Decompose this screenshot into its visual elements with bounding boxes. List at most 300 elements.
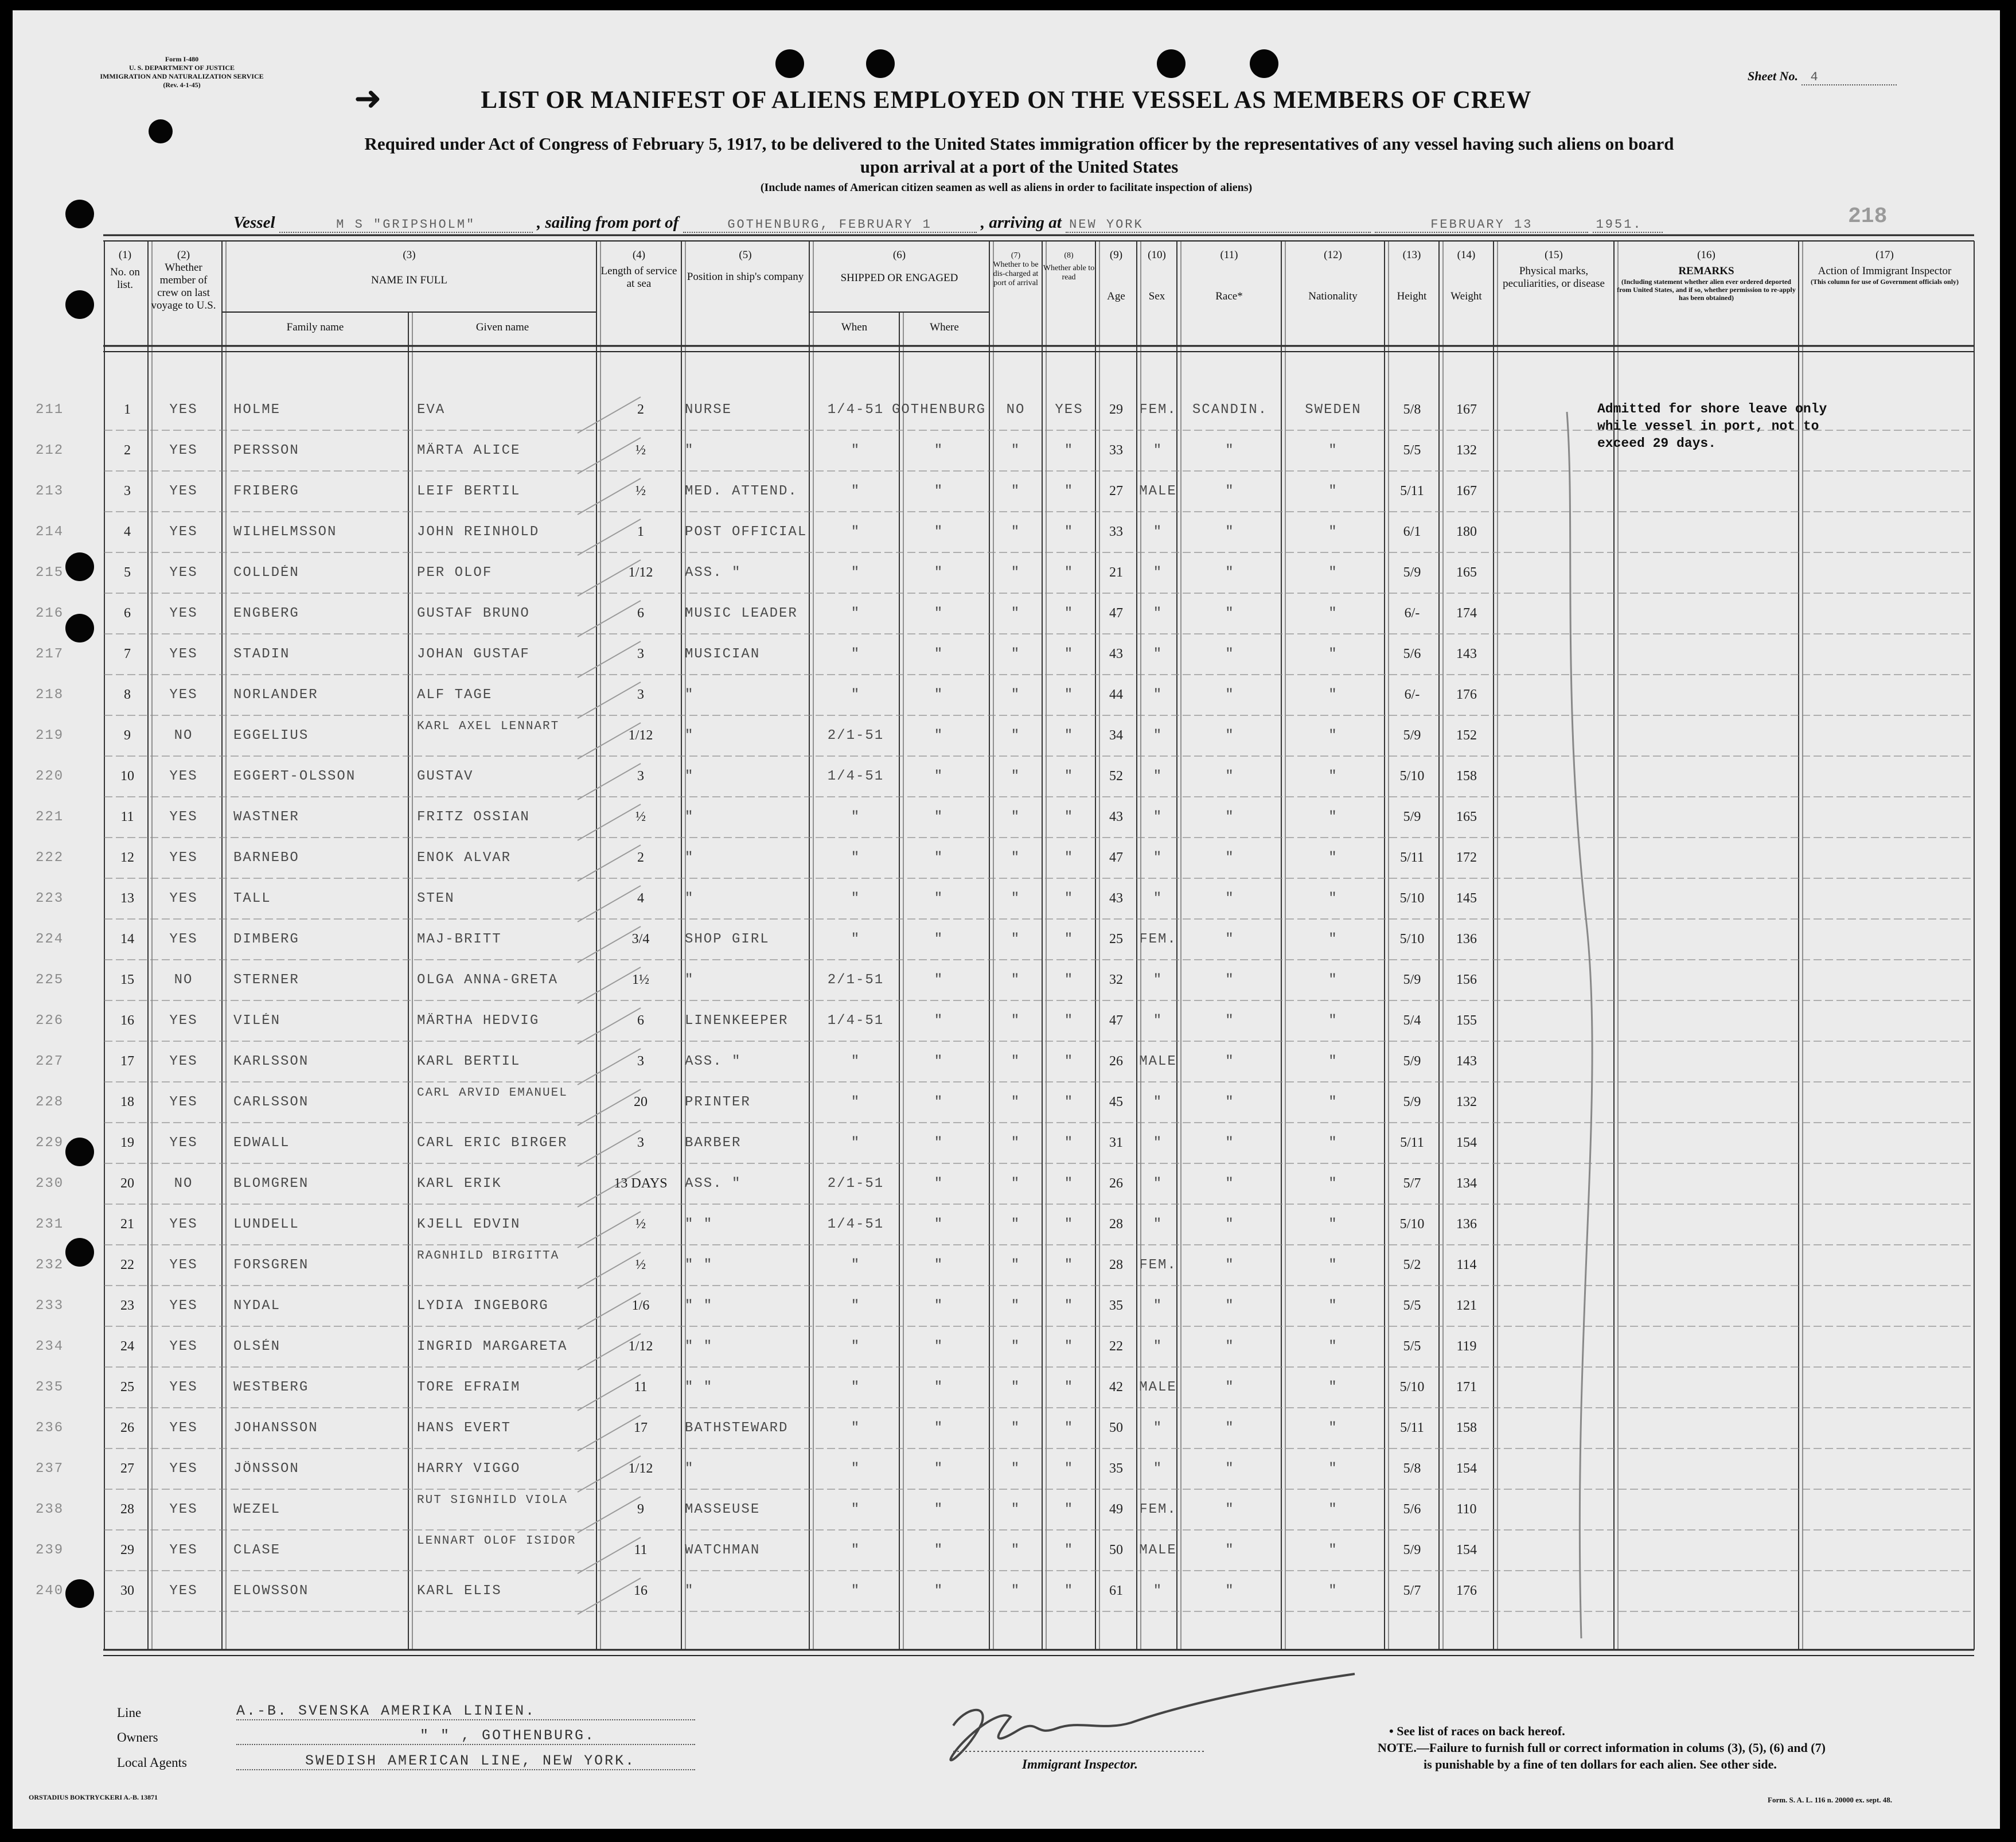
height: 5/9 <box>1403 1095 1421 1109</box>
inspector-label: Immigrant Inspector. <box>1022 1757 1138 1771</box>
service-length: ½ <box>635 443 646 458</box>
discharged: " <box>1011 1583 1021 1599</box>
position: ASS. " <box>685 1176 742 1191</box>
sex: FEM. <box>1139 932 1177 947</box>
race: " <box>1225 1502 1235 1517</box>
crew-last-voyage: YES <box>169 565 198 581</box>
row-number: 22 <box>120 1257 134 1272</box>
row-number: 9 <box>124 728 131 743</box>
family-name: WEZEL <box>233 1502 281 1517</box>
shipped-where: " <box>934 1217 944 1232</box>
given-name: HANS EVERT <box>417 1420 512 1436</box>
family-name: VILÉN <box>233 1013 281 1029</box>
height: 6/- <box>1404 687 1420 702</box>
list-index: 217 <box>36 647 64 662</box>
given-name: CARL ARVID EMANUEL <box>417 1086 568 1100</box>
sex: " <box>1153 1135 1163 1151</box>
age: 47 <box>1109 1013 1123 1028</box>
race: " <box>1225 1257 1235 1273</box>
weight: 171 <box>1456 1380 1477 1395</box>
race: " <box>1225 932 1235 947</box>
race: " <box>1225 1461 1235 1477</box>
shipped-when: " <box>851 1583 861 1599</box>
race: " <box>1225 1543 1235 1558</box>
row-number: 6 <box>124 606 131 621</box>
position: MUSIC LEADER <box>685 606 798 621</box>
sex: " <box>1153 891 1163 906</box>
sex: MALE <box>1139 1543 1177 1558</box>
race: " <box>1225 687 1235 703</box>
shipped-when: 1/4-51 <box>827 1217 884 1232</box>
shipped-where: " <box>934 1339 944 1354</box>
crew-last-voyage: YES <box>169 769 198 784</box>
shipped-where: " <box>934 1095 944 1110</box>
crew-last-voyage: YES <box>169 932 198 947</box>
nationality: " <box>1328 1013 1338 1029</box>
given-name: MÄRTHA HEDVIG <box>417 1013 540 1029</box>
list-index: 220 <box>36 769 64 784</box>
crew-last-voyage: YES <box>169 687 198 703</box>
height: 5/4 <box>1403 1013 1421 1028</box>
height: 5/9 <box>1403 1054 1421 1069</box>
race: " <box>1225 565 1235 581</box>
race: " <box>1225 728 1235 743</box>
sex: " <box>1153 1176 1163 1191</box>
discharged: " <box>1011 1013 1021 1029</box>
age: 33 <box>1109 443 1123 458</box>
weight: 143 <box>1456 1054 1477 1069</box>
given-name: EVA <box>417 402 446 418</box>
position: WATCHMAN <box>685 1543 761 1558</box>
family-name: DIMBERG <box>233 932 299 947</box>
weight: 154 <box>1456 1135 1477 1150</box>
sex: " <box>1153 1013 1163 1029</box>
family-name: JÖNSSON <box>233 1461 299 1477</box>
weight: 167 <box>1456 484 1477 499</box>
crew-last-voyage: YES <box>169 850 198 866</box>
crew-last-voyage: YES <box>169 1135 198 1151</box>
shipped-when: 2/1-51 <box>827 1176 884 1191</box>
list-index: 225 <box>36 972 64 988</box>
shipped-where: " <box>934 891 944 906</box>
list-index: 240 <box>36 1583 64 1599</box>
position: " " <box>685 1298 713 1314</box>
age: 47 <box>1109 850 1123 865</box>
age: 43 <box>1109 647 1123 661</box>
service-length: 2 <box>637 402 644 417</box>
discharged: " <box>1011 647 1021 662</box>
sex: " <box>1153 728 1163 743</box>
able-to-read: " <box>1064 1380 1074 1395</box>
race: " <box>1225 850 1235 866</box>
crew-last-voyage: YES <box>169 1095 198 1110</box>
crew-last-voyage: YES <box>169 1339 198 1354</box>
shipped-where: " <box>934 809 944 825</box>
row-number: 3 <box>124 484 131 499</box>
shipped-where: " <box>934 1054 944 1069</box>
weight: 158 <box>1456 1420 1477 1435</box>
given-name: GUSTAF BRUNO <box>417 606 530 621</box>
age: 35 <box>1109 1298 1123 1313</box>
age: 21 <box>1109 565 1123 580</box>
shipped-when: " <box>851 850 861 866</box>
discharged: " <box>1011 850 1021 866</box>
crew-last-voyage: NO <box>174 972 193 988</box>
discharged: " <box>1011 1176 1021 1191</box>
height: 5/7 <box>1403 1176 1421 1191</box>
weight: 132 <box>1456 1095 1477 1109</box>
service-length: 1 <box>637 524 644 539</box>
crew-last-voyage: YES <box>169 1502 198 1517</box>
agents-value: SWEDISH AMERICAN LINE, NEW YORK. <box>236 1753 695 1770</box>
able-to-read: " <box>1064 443 1074 458</box>
list-index: 211 <box>36 402 64 418</box>
height: 5/9 <box>1403 809 1421 824</box>
family-name: CARLSSON <box>233 1095 309 1110</box>
discharged: " <box>1011 728 1021 743</box>
family-name: PERSSON <box>233 443 299 458</box>
vessel-line: Vessel M S "GRIPSHOLM" , sailing from port of GOTHENBURG, FEBRUARY 1 , arriving at NEW YORK FEBRUARY 13 1951. <box>233 213 1663 233</box>
shipped-where: " <box>934 728 944 743</box>
crew-last-voyage: YES <box>169 606 198 621</box>
service-length: ½ <box>635 1257 646 1272</box>
service-length: 3/4 <box>631 932 650 947</box>
family-name: FORSGREN <box>233 1257 309 1273</box>
able-to-read: " <box>1064 1257 1074 1273</box>
service-length: 1/12 <box>628 565 653 580</box>
given-name: STEN <box>417 891 455 906</box>
discharged: " <box>1011 1420 1021 1436</box>
age: 50 <box>1109 1543 1123 1557</box>
shipped-where: " <box>934 606 944 621</box>
age: 32 <box>1109 972 1123 987</box>
able-to-read: " <box>1064 1176 1074 1191</box>
nationality: " <box>1328 1257 1338 1273</box>
list-index: 238 <box>36 1502 64 1517</box>
able-to-read: " <box>1064 1095 1074 1110</box>
weight: 155 <box>1456 1013 1477 1028</box>
service-length: 17 <box>634 1420 648 1435</box>
race: " <box>1225 1339 1235 1354</box>
service-length: 1/12 <box>628 728 653 743</box>
discharged: " <box>1011 932 1021 947</box>
service-length: 9 <box>637 1502 644 1517</box>
crew-last-voyage: YES <box>169 443 198 458</box>
given-name: INGRID MARGARETA <box>417 1339 568 1354</box>
shipped-when: " <box>851 647 861 662</box>
race: " <box>1225 972 1235 988</box>
row-number: 28 <box>120 1502 134 1517</box>
able-to-read: " <box>1064 1135 1074 1151</box>
service-length: 2 <box>637 850 644 865</box>
crew-last-voyage: YES <box>169 484 198 499</box>
family-name: LUNDELL <box>233 1217 299 1232</box>
shipped-where: " <box>934 443 944 458</box>
shipped-when: " <box>851 891 861 906</box>
given-name: FRITZ OSSIAN <box>417 809 530 825</box>
given-name: JOHAN GUSTAF <box>417 647 530 662</box>
weight: 165 <box>1456 809 1477 824</box>
sex: " <box>1153 1298 1163 1314</box>
sex: FEM. <box>1139 1257 1177 1273</box>
position: " <box>685 850 695 866</box>
height: 5/10 <box>1399 1380 1425 1395</box>
sex: " <box>1153 972 1163 988</box>
shipped-where: GOTHENBURG <box>891 402 986 418</box>
able-to-read: " <box>1064 1054 1074 1069</box>
shipped-where: " <box>934 1380 944 1395</box>
position: " <box>685 891 695 906</box>
row-number: 26 <box>120 1420 134 1435</box>
list-index: 223 <box>36 891 64 906</box>
row-number: 30 <box>120 1583 134 1598</box>
height: 5/5 <box>1403 1339 1421 1354</box>
service-length: 1/12 <box>628 1461 653 1476</box>
given-name: TORE EFRAIM <box>417 1380 521 1395</box>
age: 28 <box>1109 1217 1123 1232</box>
sex: " <box>1153 565 1163 581</box>
able-to-read: YES <box>1055 402 1083 418</box>
sex: MALE <box>1139 1380 1177 1395</box>
list-index: 233 <box>36 1298 64 1314</box>
sex: " <box>1153 1095 1163 1110</box>
able-to-read: " <box>1064 809 1074 825</box>
crew-last-voyage: YES <box>169 1583 198 1599</box>
discharged: " <box>1011 1543 1021 1558</box>
nationality: " <box>1328 1420 1338 1436</box>
weight: 156 <box>1456 972 1477 987</box>
shipped-when: " <box>851 1339 861 1354</box>
family-name: WASTNER <box>233 809 299 825</box>
position: " " <box>685 1380 713 1395</box>
discharged: " <box>1011 1298 1021 1314</box>
height: 5/10 <box>1399 769 1425 784</box>
list-index: 230 <box>36 1176 64 1191</box>
footer-note: • See list of races on back hereof. NOTE.—Failure to furnish full or correct information in colums (3), (5), (6) and (7) is punishable by a fine of ten dollars for each alien. See other side. <box>1378 1724 1826 1771</box>
position: LINENKEEPER <box>685 1013 789 1029</box>
row-number: 18 <box>120 1095 134 1109</box>
shipped-where: " <box>934 972 944 988</box>
remarks-stamp: Admitted for shore leave only while vessel in port, not to exceed 29 days. <box>1597 402 1827 451</box>
list-index: 213 <box>36 484 64 499</box>
weight: 154 <box>1456 1461 1477 1476</box>
height: 5/10 <box>1399 891 1425 906</box>
discharged: " <box>1011 972 1021 988</box>
height: 5/6 <box>1403 647 1421 661</box>
weight: 154 <box>1456 1543 1477 1557</box>
family-name: TALL <box>233 891 271 906</box>
weight: 110 <box>1456 1502 1477 1517</box>
age: 26 <box>1109 1176 1123 1191</box>
height: 5/8 <box>1403 402 1421 417</box>
age: 43 <box>1109 809 1123 824</box>
shipped-when: 2/1-51 <box>827 728 884 743</box>
shipped-where: " <box>934 769 944 784</box>
family-name: ENGBERG <box>233 606 299 621</box>
able-to-read: " <box>1064 850 1074 866</box>
height: 5/9 <box>1403 972 1421 987</box>
service-length: 1½ <box>632 972 649 987</box>
row-number: 19 <box>120 1135 134 1150</box>
position: " <box>685 972 695 988</box>
shipped-when: " <box>851 606 861 621</box>
shipped-when: " <box>851 1257 861 1273</box>
service-length: 16 <box>634 1583 648 1598</box>
shipped-when: 1/4-51 <box>827 769 884 784</box>
row-number: 21 <box>120 1217 134 1232</box>
vessel-name: M S "GRIPSHOLM" <box>279 217 533 233</box>
weight: 152 <box>1456 728 1477 743</box>
service-length: ½ <box>635 484 646 499</box>
given-name: MÄRTA ALICE <box>417 443 521 458</box>
shipped-where: " <box>934 1298 944 1314</box>
age: 34 <box>1109 728 1123 743</box>
position: BATHSTEWARD <box>685 1420 789 1436</box>
row-number: 16 <box>120 1013 134 1028</box>
row-number: 29 <box>120 1543 134 1557</box>
crew-last-voyage: YES <box>169 1461 198 1477</box>
position: " <box>685 1583 695 1599</box>
shipped-when: " <box>851 809 861 825</box>
shipped-when: " <box>851 1135 861 1151</box>
given-name: PER OLOF <box>417 565 493 581</box>
row-number: 23 <box>120 1298 134 1313</box>
nationality: " <box>1328 1543 1338 1558</box>
nationality: " <box>1328 1583 1338 1599</box>
row-number: 25 <box>120 1380 134 1395</box>
shipped-when: " <box>851 1502 861 1517</box>
list-index: 214 <box>36 524 64 540</box>
race: SCANDIN. <box>1192 402 1268 418</box>
shipped-where: " <box>934 1176 944 1191</box>
weight: 121 <box>1456 1298 1477 1313</box>
page-title: LIST OR MANIFEST OF ALIENS EMPLOYED ON THE VESSEL AS MEMBERS OF CREW <box>481 87 1532 114</box>
age: 52 <box>1109 769 1123 784</box>
list-index: 222 <box>36 850 64 866</box>
shipped-where: " <box>934 565 944 581</box>
weight: 180 <box>1456 524 1477 539</box>
year: 1951. <box>1593 217 1663 233</box>
sex: " <box>1153 1420 1163 1436</box>
sex: " <box>1153 809 1163 825</box>
height: 5/11 <box>1400 484 1424 499</box>
able-to-read: " <box>1064 891 1074 906</box>
weight: 136 <box>1456 1217 1477 1232</box>
nationality: " <box>1328 484 1338 499</box>
age: 31 <box>1109 1135 1123 1150</box>
weight: 145 <box>1456 891 1477 906</box>
weight: 158 <box>1456 769 1477 784</box>
position: " <box>685 687 695 703</box>
nationality: " <box>1328 1380 1338 1395</box>
able-to-read: " <box>1064 687 1074 703</box>
sex: " <box>1153 1339 1163 1354</box>
page-number: 218 <box>1848 204 1888 229</box>
sex: FEM. <box>1139 402 1177 418</box>
list-index: 237 <box>36 1461 64 1477</box>
crew-last-voyage: YES <box>169 524 198 540</box>
discharged: " <box>1011 1461 1021 1477</box>
weight: 167 <box>1456 402 1477 417</box>
service-length: ½ <box>635 1217 646 1232</box>
nationality: " <box>1328 769 1338 784</box>
position: NURSE <box>685 402 732 418</box>
service-length: 3 <box>637 1135 644 1150</box>
given-name: RAGNHILD BIRGITTA <box>417 1249 560 1263</box>
discharged: " <box>1011 1339 1021 1354</box>
list-index: 239 <box>36 1543 64 1558</box>
position: " <box>685 1461 695 1477</box>
row-number: 5 <box>124 565 131 580</box>
row-number: 24 <box>120 1339 134 1354</box>
sheet-number: Sheet No. 4 <box>1748 69 1897 85</box>
race: " <box>1225 647 1235 662</box>
able-to-read: " <box>1064 972 1074 988</box>
family-name: CLASE <box>233 1543 281 1558</box>
row-number: 11 <box>120 809 134 824</box>
height: 5/11 <box>1400 1135 1424 1150</box>
include-note: (Include names of American citizen seamen as well as aliens in order to facilitate inspection of aliens) <box>760 181 1253 194</box>
race: " <box>1225 1095 1235 1110</box>
age: 45 <box>1109 1095 1123 1109</box>
sex: " <box>1153 647 1163 662</box>
race: " <box>1225 1217 1235 1232</box>
row-number: 10 <box>120 769 134 784</box>
height: 5/8 <box>1403 1461 1421 1476</box>
shipped-when: " <box>851 1298 861 1314</box>
able-to-read: " <box>1064 524 1074 540</box>
crew-last-voyage: YES <box>169 1013 198 1029</box>
weight: 114 <box>1456 1257 1477 1272</box>
able-to-read: " <box>1064 1298 1074 1314</box>
family-name: STADIN <box>233 647 290 662</box>
nationality: " <box>1328 443 1338 458</box>
requirement-text: Required under Act of Congress of February 5, 1917, to be delivered to the United States immigration officer by the representatives of any vessel having such aliens on board upon arrival at a port of the United States <box>364 134 1674 177</box>
weight: 165 <box>1456 565 1477 580</box>
nationality: " <box>1328 1339 1338 1354</box>
shipped-where: " <box>934 1461 944 1477</box>
given-name: CARL ERIC BIRGER <box>417 1135 568 1151</box>
weight: 134 <box>1456 1176 1477 1191</box>
able-to-read: " <box>1064 606 1074 621</box>
sex: " <box>1153 524 1163 540</box>
service-length: 3 <box>637 1054 644 1069</box>
height: 5/11 <box>1400 850 1424 865</box>
list-index: 228 <box>36 1095 64 1110</box>
list-index: 234 <box>36 1339 64 1354</box>
family-name: WILHELMSSON <box>233 524 337 540</box>
sex: FEM. <box>1139 1502 1177 1517</box>
age: 27 <box>1109 484 1123 499</box>
family-name: EGGELIUS <box>233 728 309 743</box>
discharged: " <box>1011 1054 1021 1069</box>
arrow-icon: ➜ <box>354 79 382 118</box>
height: 6/- <box>1404 606 1420 621</box>
given-name: KJELL EDVIN <box>417 1217 521 1232</box>
row-number: 13 <box>120 891 134 906</box>
arrival-date: FEBRUARY 13 <box>1375 217 1588 233</box>
shipped-when: " <box>851 1543 861 1558</box>
nationality: " <box>1328 565 1338 581</box>
height: 5/10 <box>1399 932 1425 947</box>
shipped-when: " <box>851 484 861 499</box>
height: 5/11 <box>1400 1420 1424 1435</box>
sex: " <box>1153 1583 1163 1599</box>
weight: 176 <box>1456 1583 1477 1598</box>
race: " <box>1225 524 1235 540</box>
shipped-when: 1/4-51 <box>827 402 884 418</box>
service-length: 4 <box>637 891 644 906</box>
